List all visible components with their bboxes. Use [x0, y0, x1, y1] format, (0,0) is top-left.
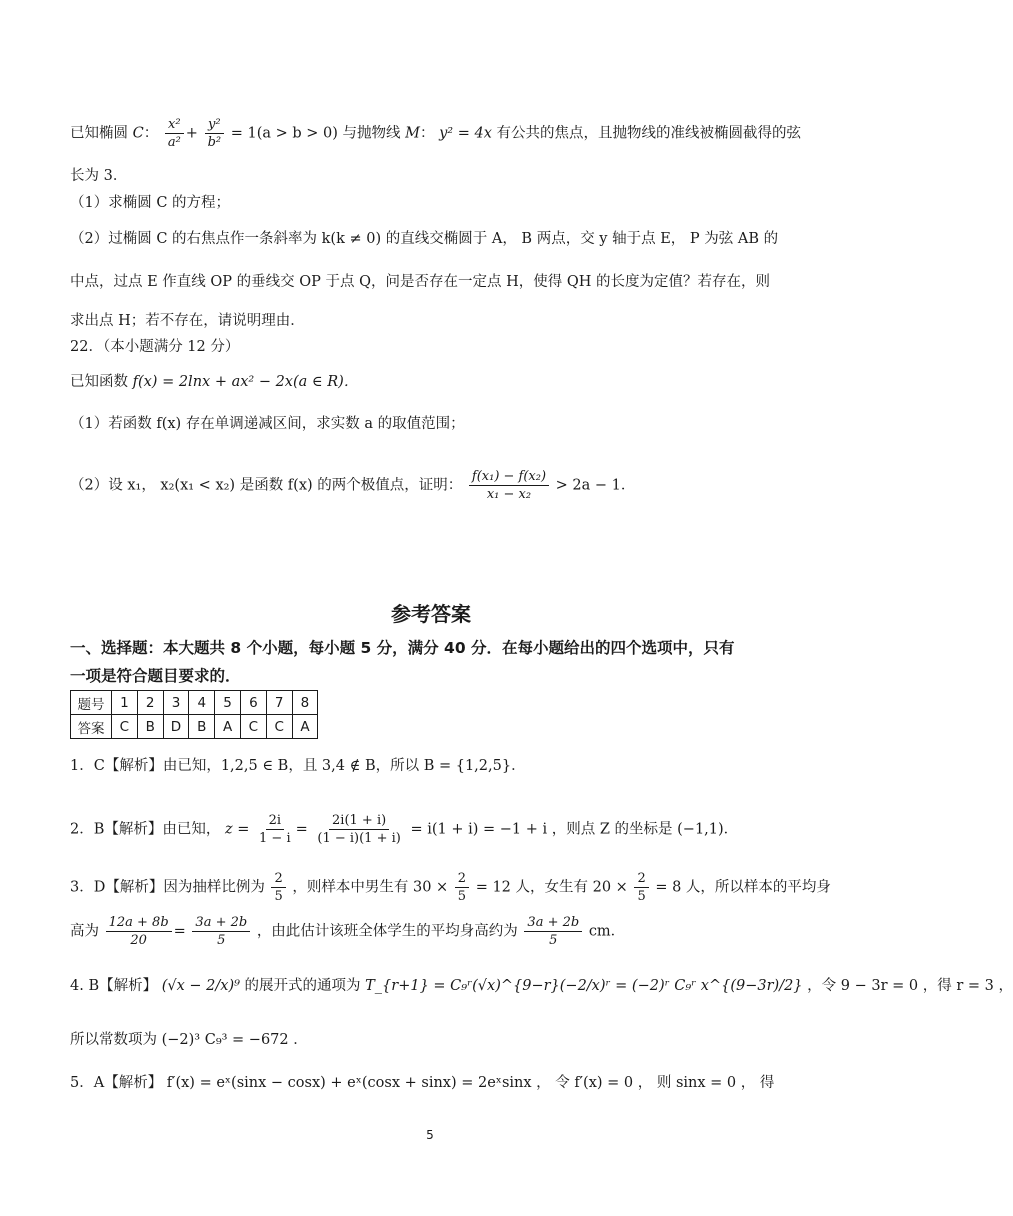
- answer-4-line1: [70, 976, 1013, 996]
- p22-part2-text: （2）设 x₁， x₂(x₁ < x₂) 是函数 f(x) 的两个极值点，证明：: [70, 477, 463, 494]
- frac-x2-a2: $\frac{\text{x²}}{\text{a²}}$: [165, 116, 184, 151]
- answer-3-d: = 8 人，所以样本的平均身: [655, 879, 831, 896]
- table-cell: C: [112, 715, 138, 739]
- table-cell: C: [266, 715, 292, 739]
- answer-3-frac1: $\frac{12a + 8b}{20}$: [106, 914, 172, 949]
- p21-part2-l3: 求出点 H；若不存在，请说明理由．: [70, 313, 305, 329]
- p21-part2-l2: 中点，过点 E 作直线 OP 的垂线交 OP 于点 Q，问是否存在一定点 H，使得 QH 的长度为定值？若存在，则: [70, 274, 771, 290]
- table-header-number: 题号: [71, 691, 112, 715]
- p22-stem-text: 已知函数: [70, 374, 128, 390]
- answer-2-frac2: $\frac{2i(1 + i)}{(1 - i)(1 + i)}$: [317, 813, 401, 846]
- table-cell: 1: [112, 691, 138, 715]
- answer-4-b: 的展开式的通项为: [244, 978, 361, 994]
- page-number: 5: [426, 1128, 434, 1142]
- frac-2-5: $\frac{2}{5}$: [271, 870, 285, 905]
- p22-stem-eq: f(x) = 2lnx + ax² − 2x(a ∈ R)．: [132, 374, 359, 390]
- table-row-answers: [71, 715, 318, 739]
- p22-part1: （1）若函数 f(x) 存在单调递减区间，求实数 a 的取值范围；: [70, 416, 465, 432]
- answer-3-line2: 高为 $\frac{12a + 8b}{20}$ = $\frac{3a + 2b}{5}$ ，由此估计该班全体学生的平均身高约为 $\frac{3a + 2b}{5}$ cm．: [70, 915, 626, 948]
- answer-2-tail: = i(1 + i) = −1 + i ，则点 Z 的坐标是 (−1,1)．: [410, 821, 739, 838]
- frac-2-5: $\frac{2}{5}$: [455, 870, 469, 905]
- answer-table: [70, 690, 318, 739]
- p22-stem: [70, 372, 358, 392]
- p21-text-a: 已知椭圆: [70, 125, 128, 142]
- p21-part1: （1）求椭圆 C 的方程；: [70, 195, 231, 211]
- answers-title: 参考答案: [391, 602, 471, 626]
- section1-line1: 一、选择题：本大题共 8 个小题，每小题 5 分，满分 40 分．在每小题给出的四个选项中，只有: [70, 639, 735, 657]
- table-cell: B: [189, 715, 215, 739]
- table-cell: 2: [137, 691, 163, 715]
- p21-line2: 长为 3．: [70, 168, 128, 184]
- p21-part2-l1: （2）过椭圆 C 的右焦点作一条斜率为 k(k ≠ 0) 的直线交椭圆于 A， B 两点，交 y 轴于点 E， P 为弦 AB 的: [70, 231, 779, 247]
- table-cell: 6: [240, 691, 266, 715]
- answer-3-frac2: $\frac{3a + 2b}{5}$: [192, 914, 250, 949]
- answer-2-z: z =: [225, 821, 250, 838]
- answer-4-line2: 所以常数项为 (−2)³ C₉³ = −672 ．: [70, 1032, 308, 1048]
- table-header-answer: 答案: [71, 715, 112, 739]
- answer-2-frac1: $\frac{2i}{1 - i}$: [259, 813, 291, 846]
- table-cell: A: [292, 715, 318, 739]
- table-cell: 7: [266, 691, 292, 715]
- answer-3-l2b: ，由此估计该班全体学生的平均身高约为: [256, 923, 518, 940]
- answer-3-c: = 12 人，女生有 20 ×: [475, 879, 628, 896]
- ellipse-eq-tail: = 1(a > b > 0): [230, 125, 338, 142]
- table-row-numbers: [71, 691, 318, 715]
- answer-3-l2a: 高为: [70, 923, 99, 940]
- parabola-name: M: [405, 125, 420, 142]
- answer-3-frac3: $\frac{3a + 2b}{5}$: [524, 914, 582, 949]
- p22-fraction: $\frac{\text{f(x₁) − f(x₂)}}{\text{x₁ − x₂}}$: [469, 468, 549, 503]
- table-cell: A: [215, 715, 241, 739]
- p22-header: 22．（本小题满分 12 分）: [70, 339, 240, 355]
- answer-3-b: ，则样本中男生有 30 ×: [292, 879, 449, 896]
- answer-4-a: 4. B【解析】: [70, 978, 158, 994]
- table-cell: 8: [292, 691, 318, 715]
- table-cell: D: [163, 715, 189, 739]
- table-cell: 3: [163, 691, 189, 715]
- answer-1: 1．C【解析】由已知，1,2,5 ∈ B，且 3,4 ∉ B，所以 B = {1,2,5}．: [70, 758, 526, 774]
- p22-part2-tail: > 2a − 1．: [555, 477, 636, 494]
- table-cell: 5: [215, 691, 241, 715]
- document-page: [70, 0, 1013, 1216]
- answer-4-expr: (√x − 2/x)⁹: [161, 978, 240, 994]
- answer-2: 2．B【解析】由已知， z = $\frac{2i}{1 - i}$ = $\frac{2i(1 + i)}{(1 - i)(1 + i)}$ = i(1 + i) = −1 + i ，则点 Z 的坐标是 (−1,1)．: [70, 813, 739, 846]
- answer-3-l2c: cm．: [588, 923, 626, 940]
- answer-3-line1: [70, 870, 831, 905]
- answer-4-term: T_{r+1} = C₉ʳ(√x)^{9−r}(−2/x)ʳ = (−2)ʳ C₉ʳ x^{(9−3r)/2}: [365, 978, 803, 994]
- parabola-eq: y² = 4x: [439, 125, 492, 142]
- table-cell: 4: [189, 691, 215, 715]
- frac-2-5: $\frac{2}{5}$: [634, 870, 648, 905]
- answer-4-c: ，令 9 − 3r = 0 ，得 r = 3 ，: [807, 978, 1013, 994]
- p21-text-c: 有公共的焦点，且抛物线的准线被椭圆截得的弦: [496, 125, 801, 142]
- answer-3-a: 3．D【解析】因为抽样比例为: [70, 879, 265, 896]
- answer-5: 5．A【解析】 f′(x) = eˣ(sinx − cosx) + eˣ(cosx + sinx) = 2eˣsinx ， 令 f′(x) = 0 ， 则 sinx = 0 ， 得: [70, 1075, 775, 1091]
- p21-text-b: 与抛物线: [342, 125, 401, 142]
- section1-line2: 一项是符合题目要求的．: [70, 667, 241, 685]
- frac-y2-b2: $\frac{\text{y²}}{\text{b²}}$: [205, 116, 225, 151]
- ellipse-name: C: [132, 125, 144, 142]
- p22-part2: [70, 468, 635, 503]
- table-cell: B: [137, 715, 163, 739]
- p21-line1: 已知椭圆 C： $\frac{\text{x²}}{\text{a²}}$ + $\frac{\text{y²}}{\text{b²}}$ = 1(a > b > 0) 与抛物线 M： y² = 4x 有公共的焦点，且抛物线的准线被椭圆截得的弦: [70, 117, 801, 150]
- answer-2-lead: 2．B【解析】由已知，: [70, 821, 221, 838]
- table-cell: C: [240, 715, 266, 739]
